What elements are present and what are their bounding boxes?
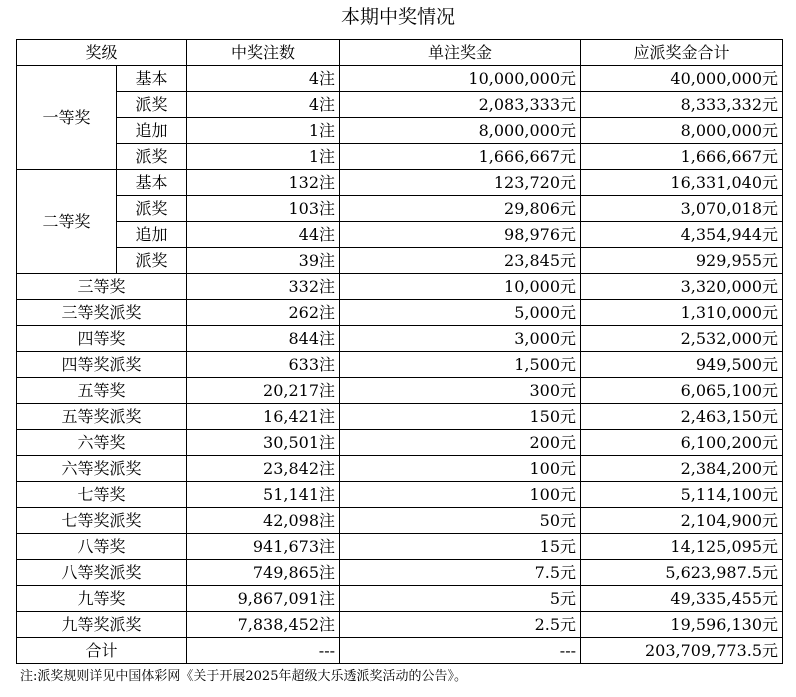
table-row xyxy=(17,196,783,222)
count-cell: 103注 xyxy=(187,196,340,222)
sub-level: 追加 xyxy=(117,222,187,248)
total-cell: 1,666,667元 xyxy=(581,144,783,170)
unit-cell: 100元 xyxy=(340,456,581,482)
total-cell: 6,065,100元 xyxy=(581,378,783,404)
page-title: 本期中奖情况 xyxy=(340,6,455,28)
unit-cell: 10,000元 xyxy=(340,274,581,300)
table-row xyxy=(17,534,783,560)
count-cell: 44注 xyxy=(187,222,340,248)
count-cell: 4注 xyxy=(187,66,340,92)
count-cell: 30,501注 xyxy=(187,430,340,456)
level-cell: 四等奖派奖 xyxy=(17,352,187,378)
total-cell: 8,333,332元 xyxy=(581,92,783,118)
unit-cell: 10,000,000元 xyxy=(340,66,581,92)
table-row xyxy=(17,612,783,638)
unit-cell: 7.5元 xyxy=(340,560,581,586)
total-cell: 2,532,000元 xyxy=(581,326,783,352)
level-cell: 八等奖派奖 xyxy=(17,560,187,586)
total-cell: 16,331,040元 xyxy=(581,170,783,196)
count-cell: 332注 xyxy=(187,274,340,300)
level-cell: 六等奖派奖 xyxy=(17,456,187,482)
total-cell: 1,310,000元 xyxy=(581,300,783,326)
summary-total: 203,709,773.5元 xyxy=(581,638,783,664)
unit-cell: 200元 xyxy=(340,430,581,456)
level-cell: 六等奖 xyxy=(17,430,187,456)
total-cell: 3,070,018元 xyxy=(581,196,783,222)
header-total: 应派奖金合计 xyxy=(581,40,783,66)
unit-cell: 98,976元 xyxy=(340,222,581,248)
level-cell: 五等奖派奖 xyxy=(17,404,187,430)
total-cell: 14,125,095元 xyxy=(581,534,783,560)
table-header-row xyxy=(17,40,783,66)
unit-cell: 1,500元 xyxy=(340,352,581,378)
count-cell: 1注 xyxy=(187,118,340,144)
table-row xyxy=(17,586,783,612)
table-row xyxy=(17,326,783,352)
total-cell: 929,955元 xyxy=(581,248,783,274)
total-cell: 49,335,455元 xyxy=(581,586,783,612)
count-cell: 42,098注 xyxy=(187,508,340,534)
level-cell: 九等奖派奖 xyxy=(17,612,187,638)
count-cell: 20,217注 xyxy=(187,378,340,404)
total-cell: 2,104,900元 xyxy=(581,508,783,534)
level-cell: 七等奖 xyxy=(17,482,187,508)
count-cell: 23,842注 xyxy=(187,456,340,482)
total-cell: 8,000,000元 xyxy=(581,118,783,144)
header-count: 中奖注数 xyxy=(187,40,340,66)
level-cell: 七等奖派奖 xyxy=(17,508,187,534)
level-cell: 五等奖 xyxy=(17,378,187,404)
table-row xyxy=(17,352,783,378)
unit-cell: 29,806元 xyxy=(340,196,581,222)
unit-cell: 150元 xyxy=(340,404,581,430)
unit-cell: 23,845元 xyxy=(340,248,581,274)
unit-cell: 2,083,333元 xyxy=(340,92,581,118)
table-row xyxy=(17,66,783,92)
footnote: 注:派奖规则详见中国体彩网《关于开展2025年超级大乐透派奖活动的公告》。 xyxy=(20,669,467,684)
unit-cell: 5元 xyxy=(340,586,581,612)
unit-cell: 8,000,000元 xyxy=(340,118,581,144)
summary-unit: --- xyxy=(340,638,581,664)
level-cell: 四等奖 xyxy=(17,326,187,352)
total-cell: 5,623,987.5元 xyxy=(581,560,783,586)
level-cell: 九等奖 xyxy=(17,586,187,612)
count-cell: 132注 xyxy=(187,170,340,196)
table-row xyxy=(17,430,783,456)
table-row xyxy=(17,248,783,274)
count-cell: 941,673注 xyxy=(187,534,340,560)
total-cell: 4,354,944元 xyxy=(581,222,783,248)
total-cell: 2,384,200元 xyxy=(581,456,783,482)
count-cell: 1注 xyxy=(187,144,340,170)
total-cell: 949,500元 xyxy=(581,352,783,378)
total-cell: 3,320,000元 xyxy=(581,274,783,300)
second-prize-label: 二等奖 xyxy=(17,170,117,274)
table-row xyxy=(17,170,783,196)
count-cell: 4注 xyxy=(187,92,340,118)
unit-cell: 5,000元 xyxy=(340,300,581,326)
count-cell: 7,838,452注 xyxy=(187,612,340,638)
unit-cell: 1,666,667元 xyxy=(340,144,581,170)
table-row xyxy=(17,404,783,430)
table-row xyxy=(17,560,783,586)
table-row xyxy=(17,508,783,534)
count-cell: 749,865注 xyxy=(187,560,340,586)
count-cell: 51,141注 xyxy=(187,482,340,508)
table-row xyxy=(17,274,783,300)
unit-cell: 100元 xyxy=(340,482,581,508)
count-cell: 16,421注 xyxy=(187,404,340,430)
sub-level: 基本 xyxy=(117,170,187,196)
table-row xyxy=(17,92,783,118)
unit-cell: 3,000元 xyxy=(340,326,581,352)
count-cell: 39注 xyxy=(187,248,340,274)
summary-row xyxy=(17,638,783,664)
sub-level: 派奖 xyxy=(117,196,187,222)
table-row xyxy=(17,378,783,404)
unit-cell: 2.5元 xyxy=(340,612,581,638)
unit-cell: 15元 xyxy=(340,534,581,560)
count-cell: 262注 xyxy=(187,300,340,326)
unit-cell: 123,720元 xyxy=(340,170,581,196)
sub-level: 基本 xyxy=(117,66,187,92)
table-row xyxy=(17,222,783,248)
sub-level: 追加 xyxy=(117,118,187,144)
summary-count: --- xyxy=(187,638,340,664)
total-cell: 19,596,130元 xyxy=(581,612,783,638)
header-unit: 单注奖金 xyxy=(340,40,581,66)
sub-level: 派奖 xyxy=(117,92,187,118)
level-cell: 三等奖派奖 xyxy=(17,300,187,326)
first-prize-label: 一等奖 xyxy=(17,66,117,170)
sub-level: 派奖 xyxy=(117,144,187,170)
level-cell: 八等奖 xyxy=(17,534,187,560)
count-cell: 844注 xyxy=(187,326,340,352)
table-row xyxy=(17,144,783,170)
table-row xyxy=(17,482,783,508)
count-cell: 9,867,091注 xyxy=(187,586,340,612)
table-row xyxy=(17,118,783,144)
count-cell: 633注 xyxy=(187,352,340,378)
total-cell: 5,114,100元 xyxy=(581,482,783,508)
unit-cell: 300元 xyxy=(340,378,581,404)
total-cell: 6,100,200元 xyxy=(581,430,783,456)
sub-level: 派奖 xyxy=(117,248,187,274)
table-row xyxy=(17,300,783,326)
unit-cell: 50元 xyxy=(340,508,581,534)
summary-label: 合计 xyxy=(17,638,187,664)
level-cell: 三等奖 xyxy=(17,274,187,300)
header-level: 奖级 xyxy=(17,40,187,66)
prize-table xyxy=(16,39,783,664)
total-cell: 2,463,150元 xyxy=(581,404,783,430)
total-cell: 40,000,000元 xyxy=(581,66,783,92)
table-row xyxy=(17,456,783,482)
